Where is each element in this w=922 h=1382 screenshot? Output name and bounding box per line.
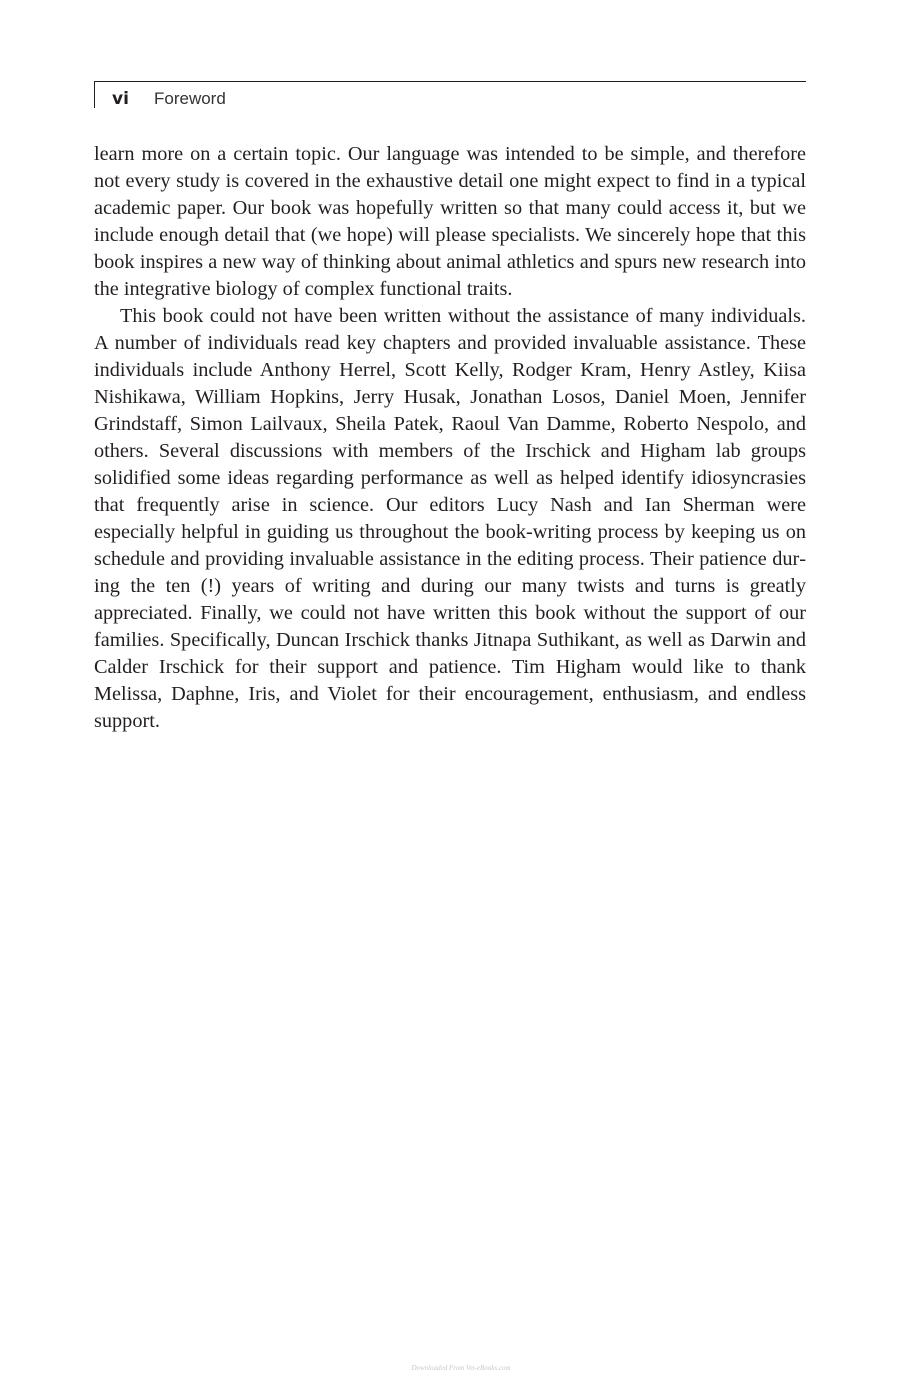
header-rule [94, 82, 95, 108]
paragraph-continued: learn more on a certain topic. Our language was intended to be simple, and therefore not every study is covered in the exhaustive detail one might expect to find in a typical academic paper. Our book was hopefully written so that many could access it, but we include enough detail that (we hope) will please specialists. We sincerely hope that this book inspires a new way of thinking about animal athletics and spurs new research into the integrative biology of complex functional traits. [94, 143, 806, 300]
paragraph-acknowledgements: This book could not have been written without the assistance of many individuals. A number of individuals read key chapters and provided invaluable assistance. These individuals include Anthony Herrel, Scott Kelly, Rodger Kram, Henry Astley, Kiisa Nishikawa, William Hopkins, Jerry Husak, Jonathan Losos, Daniel Moen, Jennifer Grindstaff, Simon Lailvaux, Sheila Patek, Raoul Van Damme, Roberto Nespolo, and others. Several discussions with members of the Irschick and Higham lab groups solidified some ideas regarding performance as well as helped identify idiosyncrasies that frequently arise in science. Our editors Lucy Nash and Ian Sherman were especially helpful in guiding us throughout the book-writing process by keeping us on schedule and providing invaluable assistance in the editing process. Their patience during the ten (!) years of writing and during our many twists and turns is greatly appreciated. Finally, we could not have written this book without the support of our families. Specifically, Duncan Irschick thanks Jitnapa Suthikant, as well as Darwin and Calder Irschick for their support and patience. Tim Higham would like to thank Melissa, Daphne, Iris, and Violet for their encouragement, enthusiasm, and endless support. [94, 305, 806, 732]
page-number: vi [112, 89, 129, 109]
running-head [94, 81, 806, 108]
body-text [94, 141, 806, 735]
download-watermark: Downloaded From Vet-eBooks.com [411, 1364, 511, 1372]
section-title: Foreword [154, 89, 226, 108]
